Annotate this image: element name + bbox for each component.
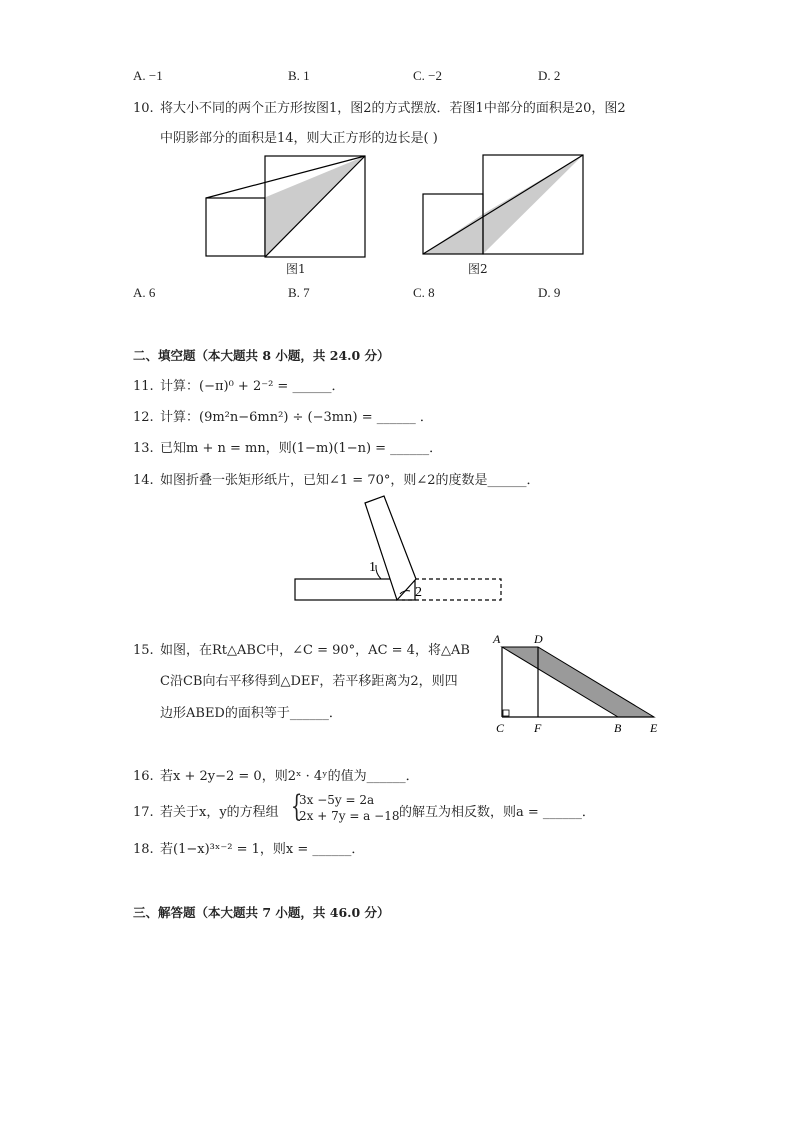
q10-line1: 将大小不同的两个正方形按图1，图2的方式摆放．若图1中部分的面积是20，图2 [160,101,626,116]
q14-angle-1-label: 1 [369,560,376,575]
q10-option-d: D. 9 [538,285,561,300]
q9-option-c: C. −2 [413,68,443,83]
q15-label-c: C [496,721,505,735]
q15-label-d: D [534,632,543,646]
q14-number: 14. [133,473,154,488]
q15-number: 15. [133,643,154,658]
q15-label-a: A [493,632,501,646]
q10-figure-2 [423,155,583,254]
q15-label-f: F [534,721,542,735]
q18-number: 18. [133,842,154,857]
section-2-title: 二、填空题（本大题共 8 小题，共 24.0 分） [133,348,390,363]
q15-label-e: E [650,721,658,735]
q14-text: 如图折叠一张矩形纸片，已知∠1 = 70°，则∠2的度数是______． [160,473,540,488]
q16-number: 16. [133,769,154,784]
q12-text: 计算：(9m²n−6mn²) ÷ (−3mn) = ______ ． [160,410,433,425]
q15-line3: 边形ABED的面积等于______． [160,706,342,721]
q17-eq1: 3x −5y = 2a [299,793,375,807]
q10-number: 10. [133,101,154,116]
q9-option-a: A. −1 [133,68,163,83]
q13-text: 已知m + n = mn，则(1−m)(1−n) = ______． [160,441,443,456]
q15-line1: 如图，在Rt△ABC中，∠C = 90°，AC = 4，将△AB [160,643,470,658]
q17-number: 17. [133,805,154,820]
q10-fig2-label: 图2 [468,262,488,276]
q15-figure [488,628,668,740]
q16-text: 若x + 2y−2 = 0，则2ˣ · 4ʸ的值为______． [160,769,419,784]
q17-suffix: 的解互为相反数，则a = ______． [399,805,595,820]
q15-line2: C沿CB向右平移得到△DEF，若平移距离为2，则四 [160,674,458,689]
q11-text: 计算：(−π)⁰ + 2⁻² = ______． [160,379,345,394]
q12-number: 12. [133,410,154,425]
q17-prefix: 若关于x，y的方程组 [160,805,279,820]
q17-brace: { [290,789,303,824]
q10-option-a: A. 6 [133,285,156,300]
section-3-title: 三、解答题（本大题共 7 小题，共 46.0 分） [133,905,390,920]
q17-eq2: 2x + 7y = a −18 [299,809,400,823]
q10-line2: 中阴影部分的面积是14，则大正方形的边长是( ) [160,131,438,146]
q13-number: 13. [133,441,154,456]
q10-figure-1 [206,156,365,257]
q10-figures [200,150,600,280]
q9-option-b: B. 1 [288,68,310,83]
q15-label-b: B [614,721,622,735]
q18-text: 若(1−x)³ˣ⁻² = 1，则x = ______． [160,842,365,857]
q9-option-d: D. 2 [538,68,561,83]
q11-number: 11. [133,379,154,394]
q10-option-c: C. 8 [413,285,435,300]
q10-fig1-label: 图1 [286,262,306,276]
q10-option-b: B. 7 [288,285,310,300]
q14-figure [285,495,510,607]
q14-angle-2-label: 2 [415,585,422,600]
